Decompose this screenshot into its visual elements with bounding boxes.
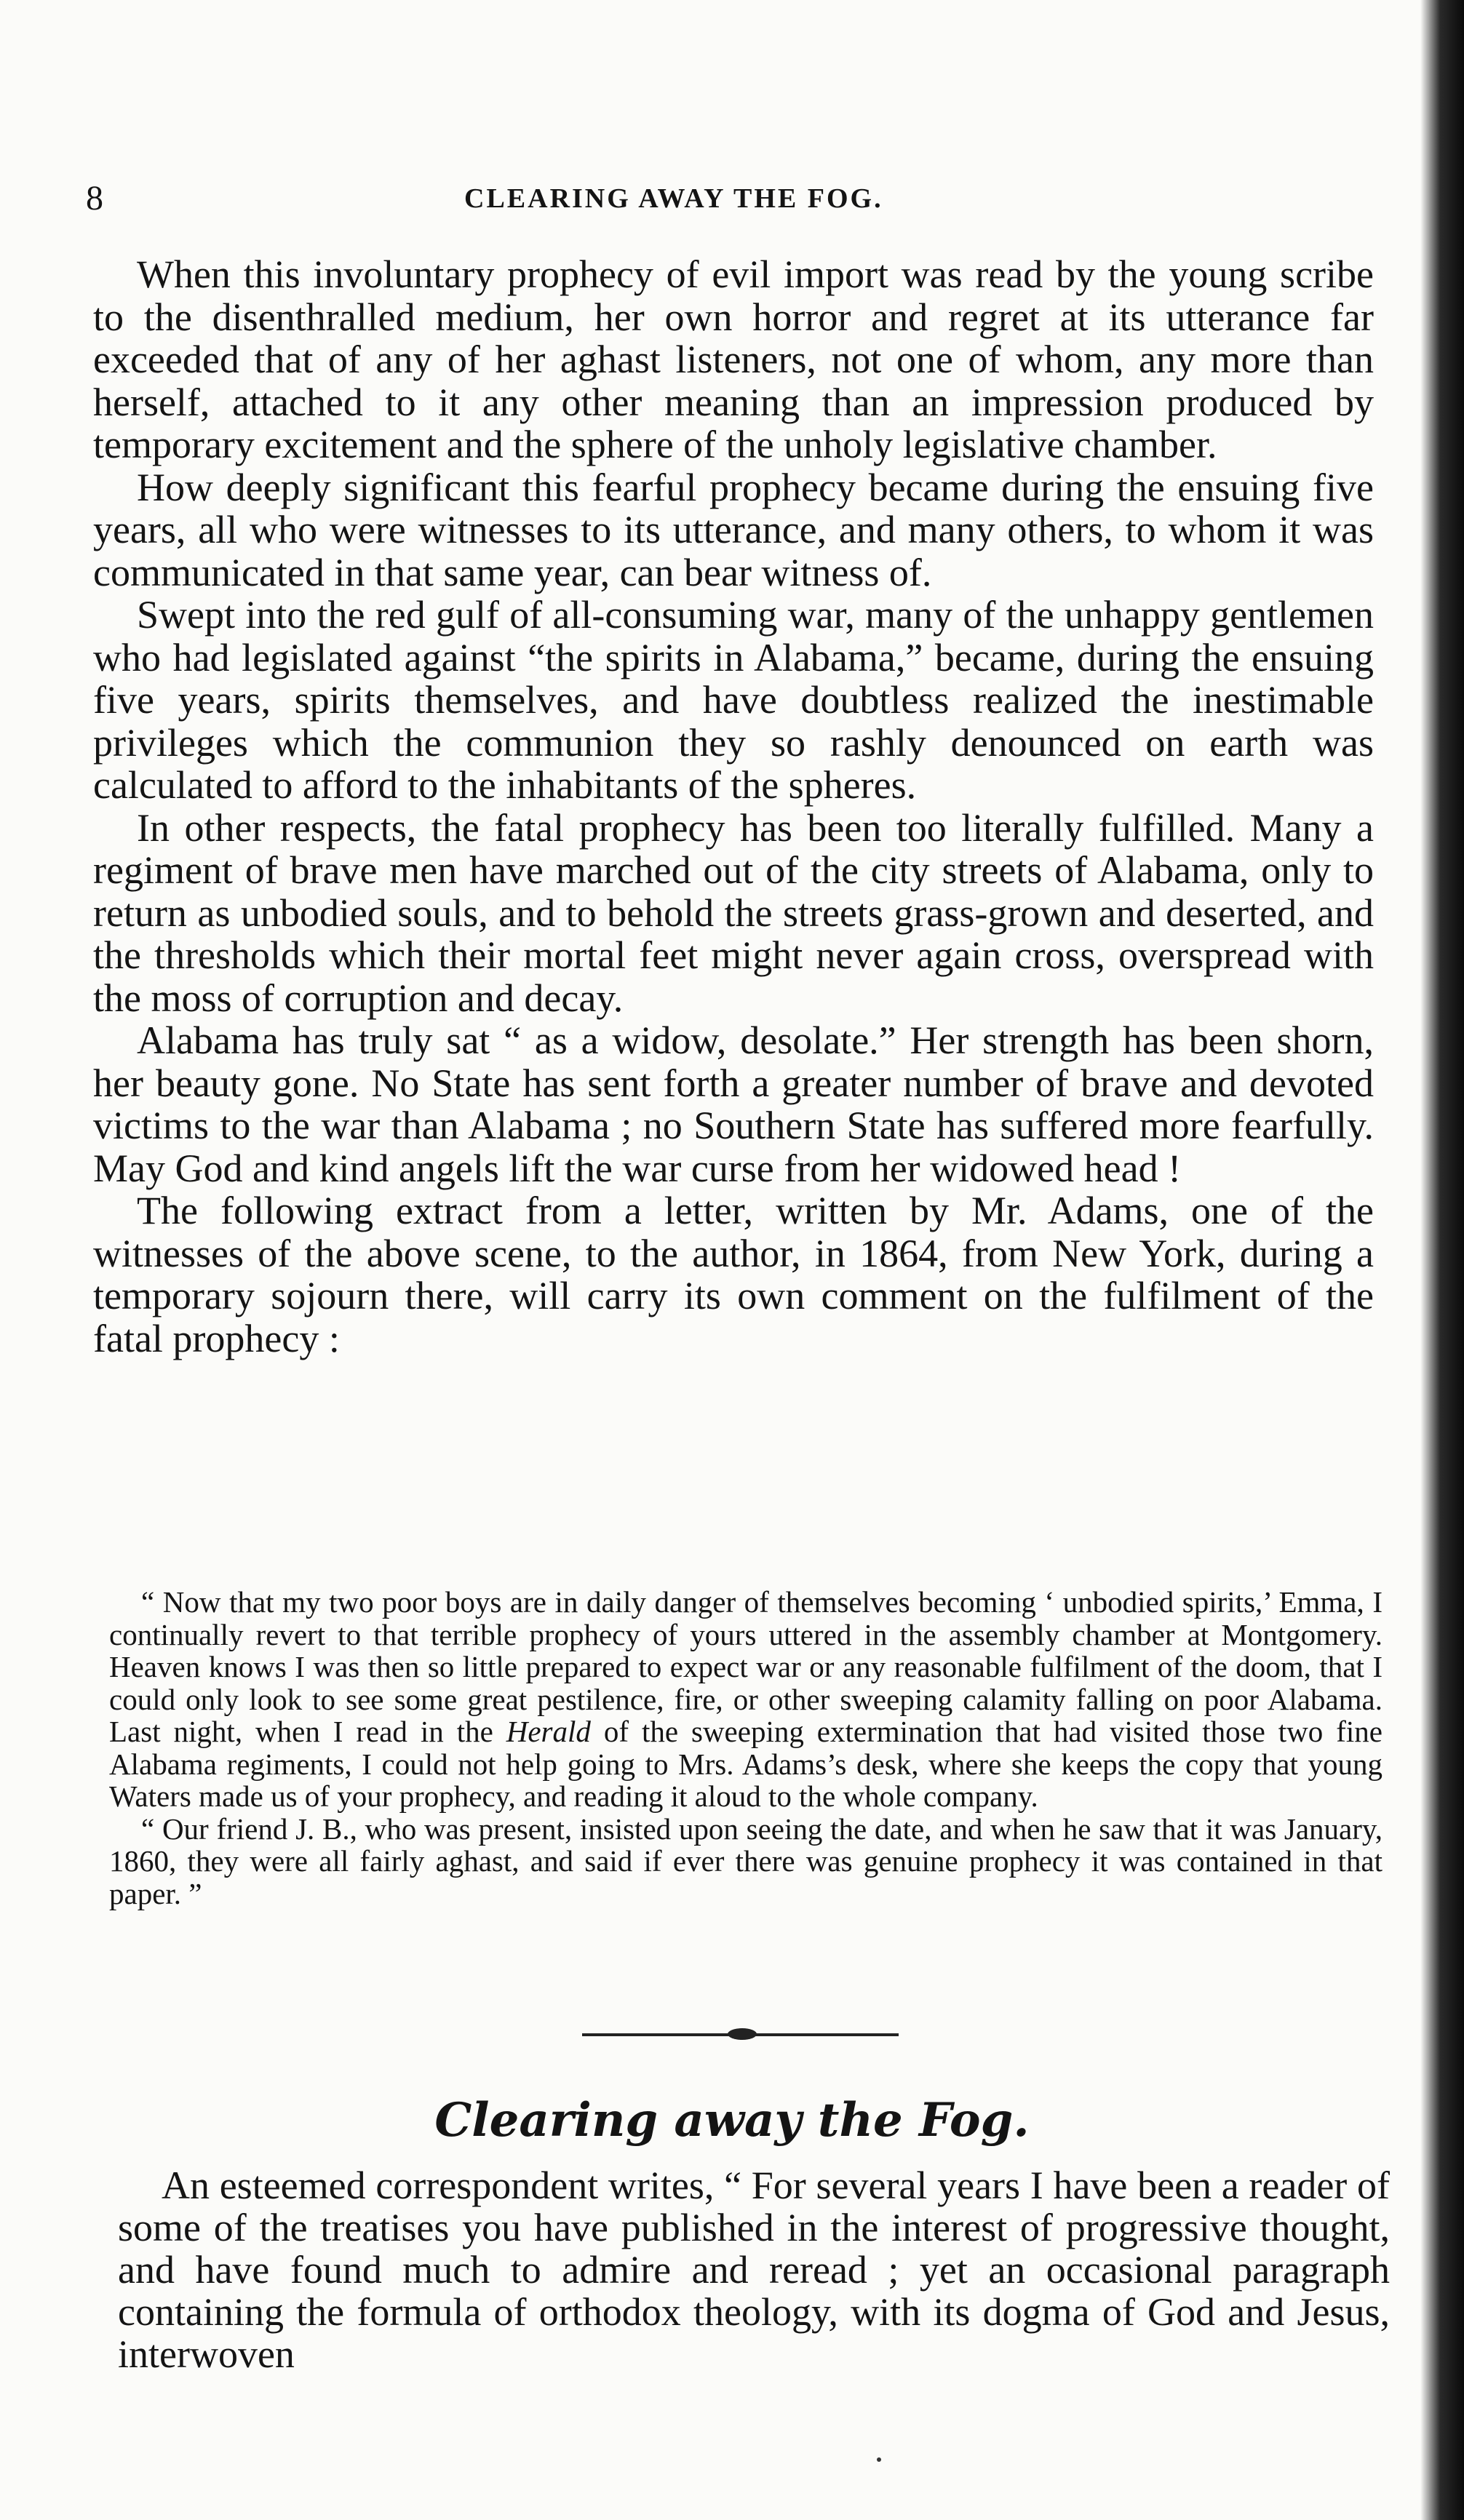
divider-ornament xyxy=(728,2028,757,2040)
paragraph: The following extract from a letter, written by Mr. Adams, one of the witnesses of the above scene, to the author, in 1864, from New York, during a temporary sojourn there, will carry its own comment on the fulfilment of the fatal prophecy : xyxy=(93,1189,1374,1360)
paragraph: When this involuntary prophecy of evil import was read by the young scribe to the disenthralled medium, her own horror and regret at its utterance far exceeded that of any of her aghast listeners, not one of whom, any more than herself, attached to it any other meaning than an impression produced by temporary excitement and the sphere of the unholy legislative chamber. xyxy=(93,252,1374,466)
paragraph xyxy=(118,2164,1390,2375)
quote-paragraph xyxy=(109,1586,1383,1813)
running-title: CLEARING AWAY THE FOG. xyxy=(464,183,883,214)
paragraph: Alabama has truly sat “ as a widow, desolate.” Her strength has been shorn, her beauty gone. No State has sent forth a greater number of brave and devoted victims to the war than Alabama ; no Southern State has suffered more fearfully. May God and kind angels lift the war curse from her widowed head ! xyxy=(93,1018,1374,1190)
quote-text: of the sweeping extermination that had visited those two fine Alabama regiments, I could not help going to Mrs. Adams’s desk, where she keeps the copy that young Waters made us of your prophecy, and reading it aloud to the whole company. xyxy=(109,1715,1383,1813)
paragraph: How deeply significant this fearful prophecy became during the ensuing five years, all who were witnesses to its utterance, and many others, to whom it was communicated in that same year, can bear witness of. xyxy=(93,465,1374,594)
main-text xyxy=(93,253,1374,1360)
page-edge-shadow xyxy=(1420,0,1464,2520)
quote-italic: Herald xyxy=(506,1715,591,1748)
ink-speck xyxy=(877,2457,881,2462)
paragraph-text: esteemed correspondent writes, “ For several years I have been a reader of some of the treatises you have published in the interest of progressive thought, and have found much to admire and reread ; yet an occasional paragraph containing the formula of orthodox theology, with its dogma of God and Jesus, interwoven xyxy=(118,2164,1390,2376)
running-head xyxy=(86,173,1396,224)
quote-text: “ Now that my two poor boys are in daily danger of themselves becoming ‘ unbodied spirits,’ Emma, I continually revert to that terrible prophecy of yours uttered in the assembly chamber at Montgomery. Heaven knows I was then so little prepared to expect war or any reasonable fulfilment of the doom, that I could only look to see some great pestilence, fire, or other sweeping calamity falling on poor Alabama. Last night, when I read in the xyxy=(109,1585,1383,1748)
paragraph: Swept into the red gulf of all-consuming war, many of the unhappy gentlemen who had legislated against “the spirits in Alabama,” became, during the ensuing five years, spirits themselves, and have doubtless realized the inestimable privileges which the communion they so rashly denounced on earth was calculated to afford to the inhabitants of the spheres. xyxy=(93,593,1374,807)
small-caps-opening: An xyxy=(162,2164,210,2207)
section-title: Clearing away the Fog. xyxy=(434,2093,1030,2148)
page-number: 8 xyxy=(86,179,103,218)
quote-paragraph: “ Our friend J. B., who was present, insisted upon seeing the date, and when he saw that it was January, 1860, they were all fairly aghast, and said if ever there was genuine prophecy it was contained in that paper. ” xyxy=(109,1811,1383,1910)
letter-extract xyxy=(109,1586,1383,1910)
section-text xyxy=(118,2164,1390,2375)
paragraph: In other respects, the fatal prophecy has been too literally fulfilled. Many a regiment of brave men have marched out of the city streets of Alabama, only to return as unbodied souls, and to behold the streets grass-grown and deserted, and the thresholds which their mortal feet might never again cross, overspread with the moss of corruption and decay. xyxy=(93,805,1374,1020)
